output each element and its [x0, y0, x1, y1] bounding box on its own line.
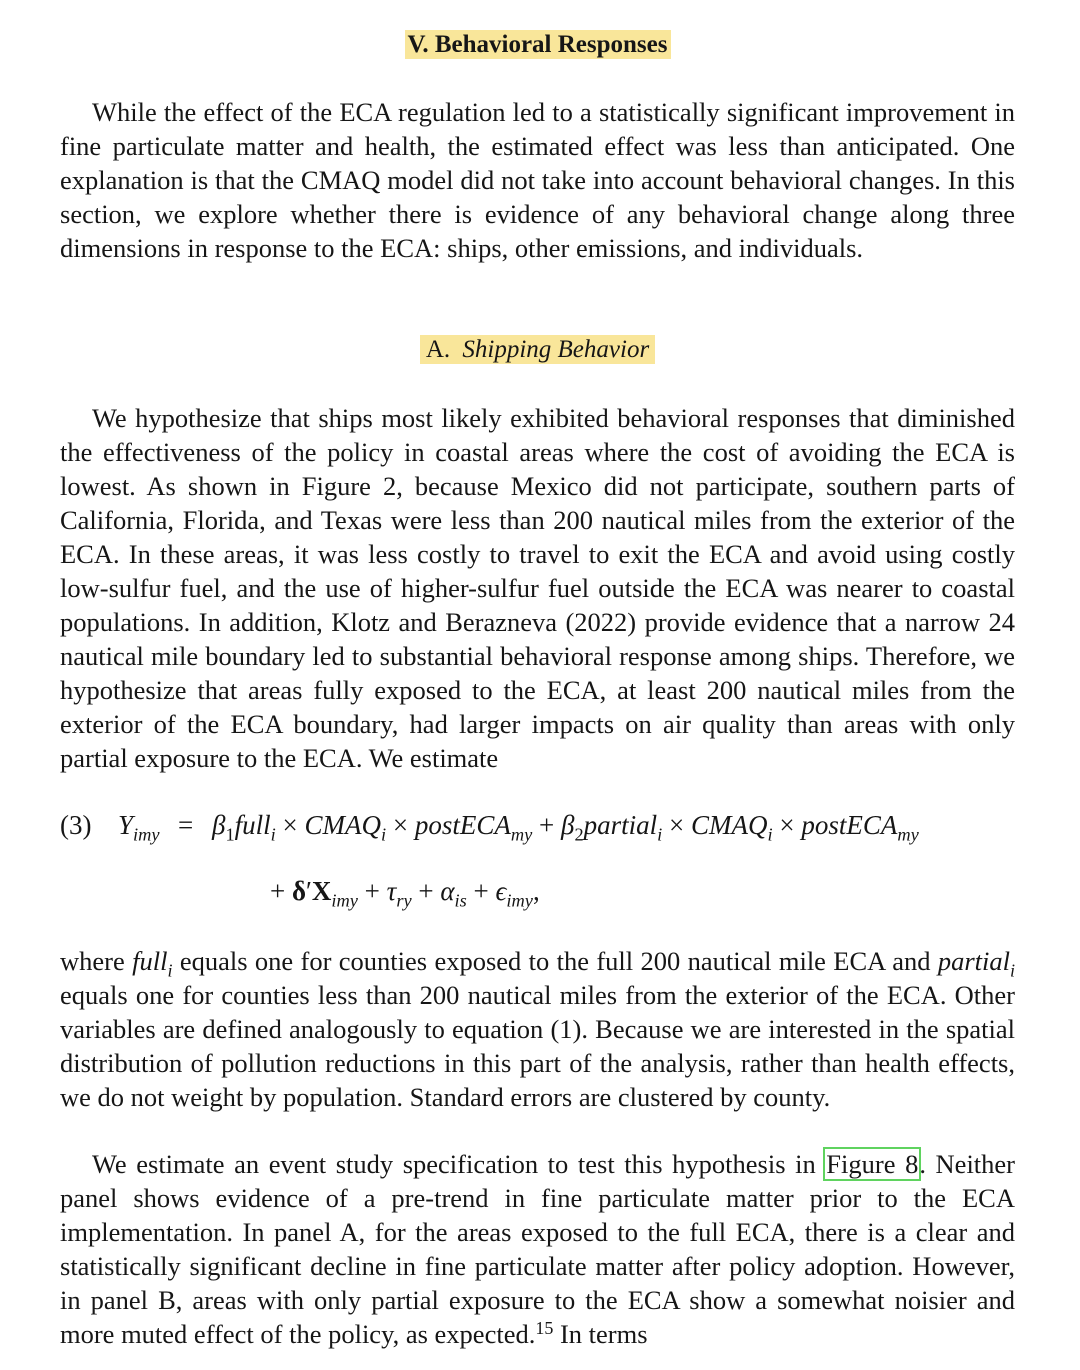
var-partial: partial — [937, 946, 1010, 976]
footnote-15[interactable]: 15 — [535, 1318, 554, 1338]
equation-lhs: $Y_{imy}$ — [118, 810, 160, 845]
subsection-title: Shipping Behavior — [459, 335, 652, 364]
section-heading-text: V. Behavioral Responses — [405, 30, 671, 59]
intro-text: While the effect of the ECA regulation led to a statistically significant improvement in fine particulate matter and health, the estimated effect was less than anticipated. One explanation is that the CMAQ model did not take into account behavioral changes. In this section, we explore whether there is evidence of any behavioral change along three dimensions in response to the ECA: ships, other emissions, and individuals. — [60, 97, 1015, 263]
equals-sign: = — [178, 810, 194, 840]
subsection-heading-highlight — [420, 335, 655, 364]
shipping-paragraph — [60, 401, 1015, 775]
intro-paragraph — [60, 95, 1015, 265]
equation-rhs-1: $\beta_1full_i$ × $CMAQ_i$ × postECA$_{my}$ + $\beta_2partial_i$ × $CMAQ_i$ × postECA$_{my}$ — [212, 810, 919, 845]
var-full: full — [132, 946, 168, 976]
equation-number: (3) — [60, 810, 92, 840]
shipping-text: We hypothesize that ships most likely exhibited behavioral responses that diminished the effectiveness of the policy in coastal areas where the cost of avoiding the ECA is lowest. As shown in Figure 2, because Mexico did not participate, southern parts of California, Florida, and Texas were less than 200 nautical miles from the exterior of the ECA. In these areas, it was less costly to travel to exit the ECA and avoid using costly low-sulfur fuel, and the use of higher-sulfur fuel outside the ECA was nearer to coastal populations. In addition, Klotz and Berazneva (2022) provide evidence that a narrow 24 nautical mile boundary led to substantial behavioral response among ships. Therefore, we hypothesize that areas fully exposed to the ECA, at least 200 nautical miles from the exterior of the ECA boundary, had larger impacts on air quality than areas with only partial exposure to the ECA. We estimate — [60, 403, 1015, 773]
subsection-prefix: A. — [423, 335, 460, 364]
where-paragraph: where full$_i$ equals one for counties exposed to the full 200 nautical mile ECA and partial$_i$ equals one for counties less than 200 nautical miles from the exterior of the ECA. Other variables are defined analogously to equation (1). Because we are interested in the spatial distribution of pollution reductions in this part of the analysis, rather than health effects, we do not weight by population. Standard errors are clustered by county. — [60, 946, 1015, 1112]
event-study-paragraph: We estimate an event study specification to test this hypothesis in Figure 8. Neither panel shows evidence of a pre-trend in fine particulate matter prior to the ECA implementation. In panel A, for the areas exposed to the full ECA, there is a clear and statistically significant decline in fine particulate matter after policy adoption. However, in panel B, areas with only partial exposure to the ECA show a somewhat noisier and more muted effect of the policy, as expected.$^{15}$ In terms — [60, 1149, 1016, 1349]
subsection-heading — [60, 335, 1015, 365]
section-heading — [60, 30, 1015, 60]
equation-rhs-2: + $\delta'X_{imy} + \tau_{ry} + \alpha_{is} + \epsilon_{imy}$, — [270, 876, 540, 911]
figure-8-link[interactable]: Figure 8 — [826, 1149, 919, 1179]
